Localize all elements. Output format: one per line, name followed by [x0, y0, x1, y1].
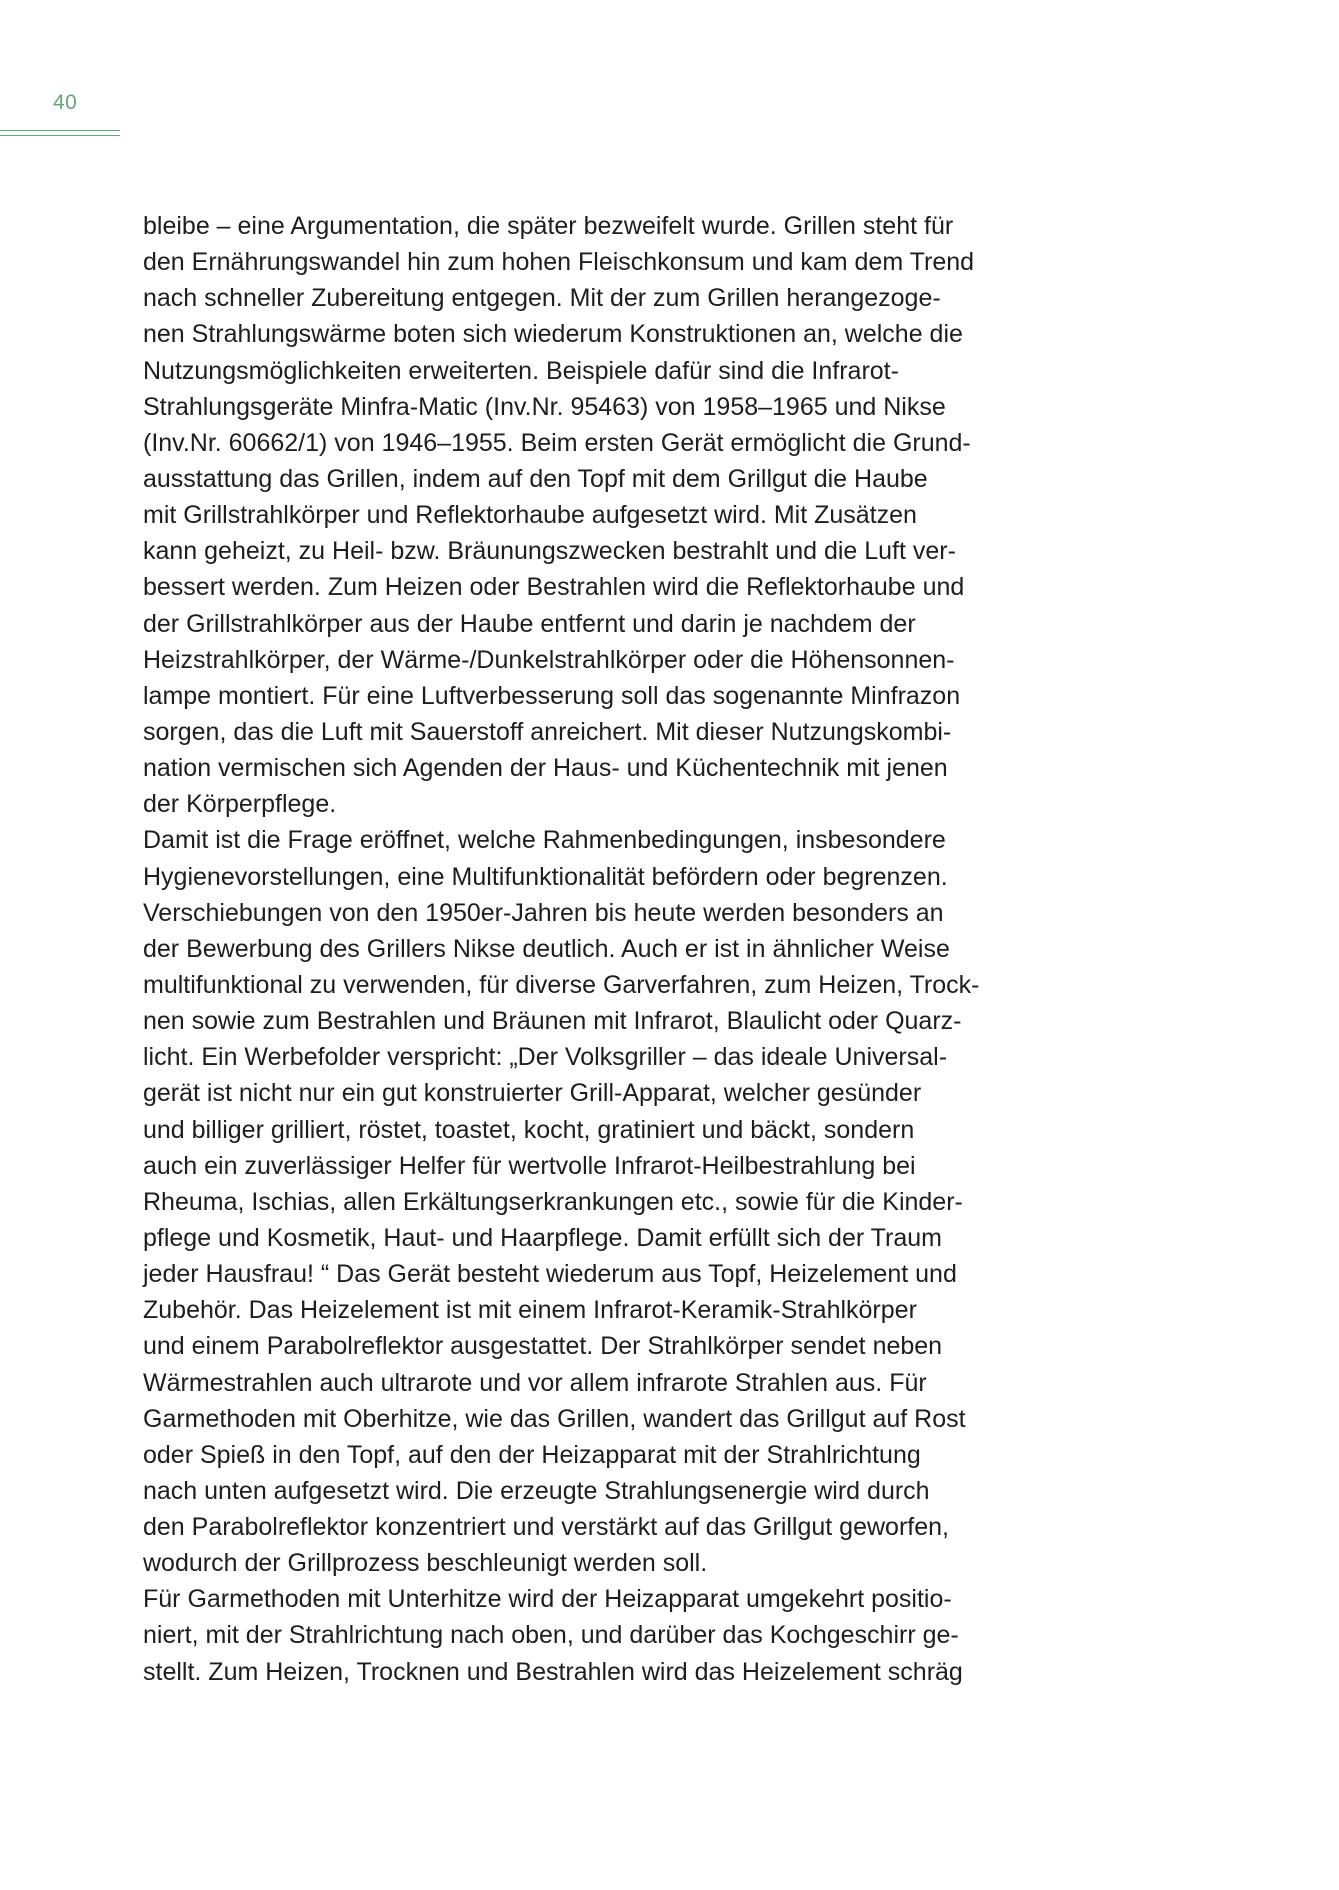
- text-line: Heizstrahlkörper, der Wärme-/Dunkelstrahlkörper oder die Höhensonnen-: [143, 645, 955, 674]
- page-number: 40: [53, 91, 78, 114]
- text-line: der Körperpflege.: [143, 790, 337, 819]
- text-line: nen Strahlungswärme boten sich wiederum Konstruktionen an, welche die: [143, 320, 963, 349]
- text-line: multifunktional zu verwenden, für diverse Garverfahren, zum Heizen, Trock-: [143, 970, 980, 999]
- text-line: bleibe – eine Argumentation, die später bezweifelt wurde. Grillen steht für: [143, 212, 954, 240]
- header-rule-bottom: [0, 135, 120, 136]
- body-text: [143, 208, 1043, 1690]
- text-line: gerät ist nicht nur ein gut konstruierter Grill-Apparat, welcher gesünder: [143, 1079, 922, 1108]
- text-line: wodurch der Grillprozess beschleunigt werden soll.: [143, 1549, 708, 1578]
- text-line: nach unten aufgesetzt wird. Die erzeugte Strahlungsenergie wird durch: [143, 1476, 930, 1505]
- text-line: oder Spieß in den Topf, auf den der Heizapparat mit der Strahlrichtung: [143, 1440, 921, 1469]
- text-line: auch ein zuverlässiger Helfer für wertvolle Infrarot-Heilbestrahlung bei: [143, 1151, 916, 1180]
- text-line: lampe montiert. Für eine Luftverbesserung soll das sogenannte Minfrazon: [143, 681, 961, 710]
- text-line: bessert werden. Zum Heizen oder Bestrahlen wird die Reflektorhaube und: [143, 573, 965, 602]
- text-line: der Bewerbung des Grillers Nikse deutlich. Auch er ist in ähnlicher Weise: [143, 934, 950, 963]
- text-line: den Ernährungswandel hin zum hohen Fleischkonsum und kam dem Trend: [143, 248, 975, 277]
- text-line: Rheuma, Ischias, allen Erkältungserkrankungen etc., sowie für die Kinder-: [143, 1187, 963, 1216]
- text-line: Für Garmethoden mit Unterhitze wird der Heizapparat umgekehrt positio-: [143, 1585, 952, 1614]
- text-line: Wärmestrahlen auch ultrarote und vor allem infrarote Strahlen aus. Für: [143, 1368, 927, 1397]
- text-line: nation vermischen sich Agenden der Haus- und Küchentechnik mit jenen: [143, 754, 948, 783]
- text-line: und billiger grilliert, röstet, toastet, kocht, gratiniert und bäckt, sondern: [143, 1115, 915, 1144]
- text-line: nach schneller Zubereitung entgegen. Mit der zum Grillen herangezoge-: [143, 284, 941, 313]
- text-line: (Inv.Nr. 60662/1) von 1946–1955. Beim ersten Gerät ermöglicht die Grund-: [143, 428, 971, 457]
- text-line: der Grillstrahlkörper aus der Haube entfernt und darin je nachdem der: [143, 609, 916, 638]
- text-line: ausstattung das Grillen, indem auf den Topf mit dem Grillgut die Haube: [143, 464, 928, 493]
- text-line: stellt. Zum Heizen, Trocknen und Bestrahlen wird das Heizelement schräg: [143, 1657, 963, 1686]
- text-line: den Parabolreflektor konzentriert und verstärkt auf das Grillgut geworfen,: [143, 1513, 949, 1542]
- text-line: sorgen, das die Luft mit Sauerstoff anreichert. Mit dieser Nutzungskombi-: [143, 717, 952, 746]
- text-line: niert, mit der Strahlrichtung nach oben, und darüber das Kochgeschirr ge-: [143, 1621, 959, 1650]
- text-line: Strahlungsgeräte Minfra-Matic (Inv.Nr. 95463) von 1958–1965 und Nikse: [143, 392, 946, 421]
- text-line: mit Grillstrahlkörper und Reflektorhaube aufgesetzt wird. Mit Zusätzen: [143, 501, 917, 530]
- text-line: nen sowie zum Bestrahlen und Bräunen mit Infrarot, Blaulicht oder Quarz-: [143, 1007, 962, 1036]
- text-line: kann geheizt, zu Heil- bzw. Bräunungszwecken bestrahlt und die Luft ver-: [143, 537, 956, 566]
- text-line: und einem Parabolreflektor ausgestattet. Der Strahlkörper sendet neben: [143, 1332, 943, 1361]
- text-line: pflege und Kosmetik, Haut- und Haarpflege. Damit erfüllt sich der Traum: [143, 1223, 942, 1252]
- text-line: licht. Ein Werbefolder verspricht: „Der Volksgriller – das ideale Universal-: [143, 1043, 948, 1072]
- text-line: Zubehör. Das Heizelement ist mit einem Infrarot-Keramik-Strahlkörper: [143, 1296, 917, 1325]
- text-line: jeder Hausfrau! “ Das Gerät besteht wiederum aus Topf, Heizelement und: [143, 1260, 957, 1289]
- text-line: Nutzungsmöglichkeiten erweiterten. Beispiele dafür sind die Infrarot-: [143, 356, 899, 385]
- text-line: Garmethoden mit Oberhitze, wie das Grillen, wandert das Grillgut auf Rost: [143, 1404, 966, 1433]
- text-line: Verschiebungen von den 1950er-Jahren bis heute werden besonders an: [143, 898, 944, 927]
- text-line: Hygienevorstellungen, eine Multifunktionalität befördern oder begrenzen.: [143, 862, 948, 891]
- text-line: Damit ist die Frage eröffnet, welche Rahmenbedingungen, insbesondere: [143, 826, 946, 855]
- header-rule-top: [0, 130, 120, 131]
